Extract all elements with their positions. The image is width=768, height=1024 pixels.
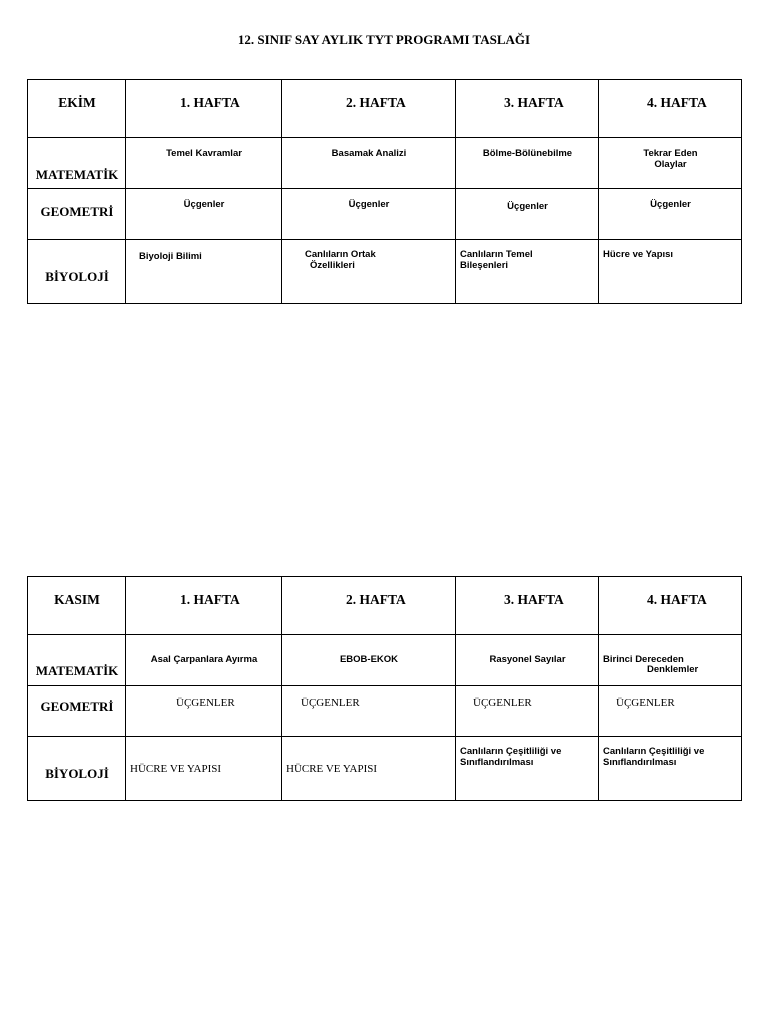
topic-cell — [282, 686, 456, 737]
topic-cell — [456, 635, 599, 686]
subject-label: BİYOLOJİ — [45, 269, 109, 284]
topic-text-line: Canlıların Çeşitliliği ve — [603, 746, 705, 757]
topic-text-line: Sınıflandırılması — [603, 757, 677, 768]
topic-text-line: Canlıların Çeşitliliği ve — [460, 746, 562, 757]
topic-cell — [456, 737, 599, 801]
table-row — [28, 635, 742, 686]
table-row — [28, 189, 742, 240]
week-header-cell — [456, 577, 599, 635]
topic-text: ÜÇGENLER — [616, 697, 675, 709]
topic-text: ÜÇGENLER — [473, 697, 532, 709]
topic-cell — [282, 635, 456, 686]
topic-text: HÜCRE VE YAPISI — [286, 763, 378, 775]
topic-cell — [282, 737, 456, 801]
subject-label: GEOMETRİ — [40, 699, 114, 714]
topic-text-line: Tekrar Eden — [643, 148, 698, 159]
topic-text: HÜCRE VE YAPISI — [130, 763, 222, 775]
topic-text: ÜÇGENLER — [176, 697, 235, 709]
topic-text: ÜÇGENLER — [301, 697, 360, 709]
month-label: KASIM — [54, 592, 100, 607]
topic-cell — [599, 189, 742, 240]
week-header-cell — [599, 80, 742, 138]
subject-label: BİYOLOJİ — [45, 766, 109, 781]
topic-cell — [456, 240, 599, 304]
topic-text: Üçgenler — [183, 199, 225, 210]
topic-cell — [126, 737, 282, 801]
topic-cell — [456, 686, 599, 737]
page-title: 12. SINIF SAY AYLIK TYT PROGRAMI TASLAĞI — [237, 32, 531, 47]
subject-cell — [28, 189, 126, 240]
topic-text: Asal Çarpanlara Ayırma — [150, 654, 258, 665]
topic-cell — [456, 189, 599, 240]
table-row — [28, 737, 742, 801]
table-header-row — [28, 577, 742, 635]
topic-cell — [126, 189, 282, 240]
week-label: 4. HAFTA — [647, 592, 707, 607]
week-label: 2. HAFTA — [346, 95, 406, 110]
month-header-cell — [28, 577, 126, 635]
topic-text-line: Sınıflandırılması — [460, 757, 534, 768]
week-label: 1. HAFTA — [180, 95, 240, 110]
topic-cell — [599, 240, 742, 304]
subject-cell — [28, 138, 126, 189]
topic-cell — [282, 189, 456, 240]
topic-text-line: Olaylar — [654, 159, 687, 170]
subject-label: GEOMETRİ — [40, 204, 114, 219]
topic-cell — [282, 240, 456, 304]
topic-text: Üçgenler — [507, 201, 548, 212]
week-label: 2. HAFTA — [346, 592, 406, 607]
topic-cell — [126, 240, 282, 304]
topic-cell — [126, 686, 282, 737]
week-header-cell — [599, 577, 742, 635]
topic-text-line: Denklemler — [647, 664, 699, 675]
week-header-cell — [282, 577, 456, 635]
topic-cell — [126, 138, 282, 189]
week-header-cell — [456, 80, 599, 138]
topic-text: Temel Kavramlar — [166, 148, 242, 159]
table-row — [28, 138, 742, 189]
week-label: 3. HAFTA — [504, 95, 564, 110]
table-row — [28, 240, 742, 304]
topic-text: Rasyonel Sayılar — [489, 654, 566, 665]
table-header-row — [28, 80, 742, 138]
topic-text: Üçgenler — [348, 199, 390, 210]
topic-cell — [599, 635, 742, 686]
week-label: 3. HAFTA — [504, 592, 564, 607]
ekim-table — [27, 79, 742, 304]
subject-cell — [28, 240, 126, 304]
week-label: 1. HAFTA — [180, 592, 240, 607]
topic-text: Bölme-Bölünebilme — [482, 148, 573, 159]
topic-cell — [599, 737, 742, 801]
table-row — [28, 686, 742, 737]
subject-cell — [28, 686, 126, 737]
week-header-cell — [282, 80, 456, 138]
topic-text: Biyoloji Bilimi — [139, 251, 202, 262]
topic-text-line: Bileşenleri — [460, 260, 509, 271]
subject-cell — [28, 737, 126, 801]
topic-text: Hücre ve Yapısı — [603, 249, 674, 260]
topic-cell — [599, 686, 742, 737]
month-label: EKİM — [58, 95, 96, 110]
subject-label: MATEMATİK — [35, 167, 119, 182]
topic-text-line: Birinci Dereceden — [603, 654, 684, 665]
topic-cell — [456, 138, 599, 189]
month-header-cell — [28, 80, 126, 138]
topic-cell — [599, 138, 742, 189]
subject-label: MATEMATİK — [35, 663, 119, 678]
topic-text: Üçgenler — [650, 199, 691, 210]
topic-text-line: Canlıların Temel — [460, 249, 533, 260]
week-label: 4. HAFTA — [647, 95, 707, 110]
subject-cell — [28, 635, 126, 686]
topic-text: Basamak Analizi — [331, 148, 407, 159]
kasim-table — [27, 576, 742, 801]
topic-text-line: Özellikleri — [310, 260, 355, 271]
topic-cell — [282, 138, 456, 189]
week-header-cell — [126, 577, 282, 635]
week-header-cell — [126, 80, 282, 138]
topic-text: EBOB-EKOK — [339, 654, 399, 665]
topic-text-line: Canlıların Ortak — [305, 249, 376, 260]
topic-cell — [126, 635, 282, 686]
